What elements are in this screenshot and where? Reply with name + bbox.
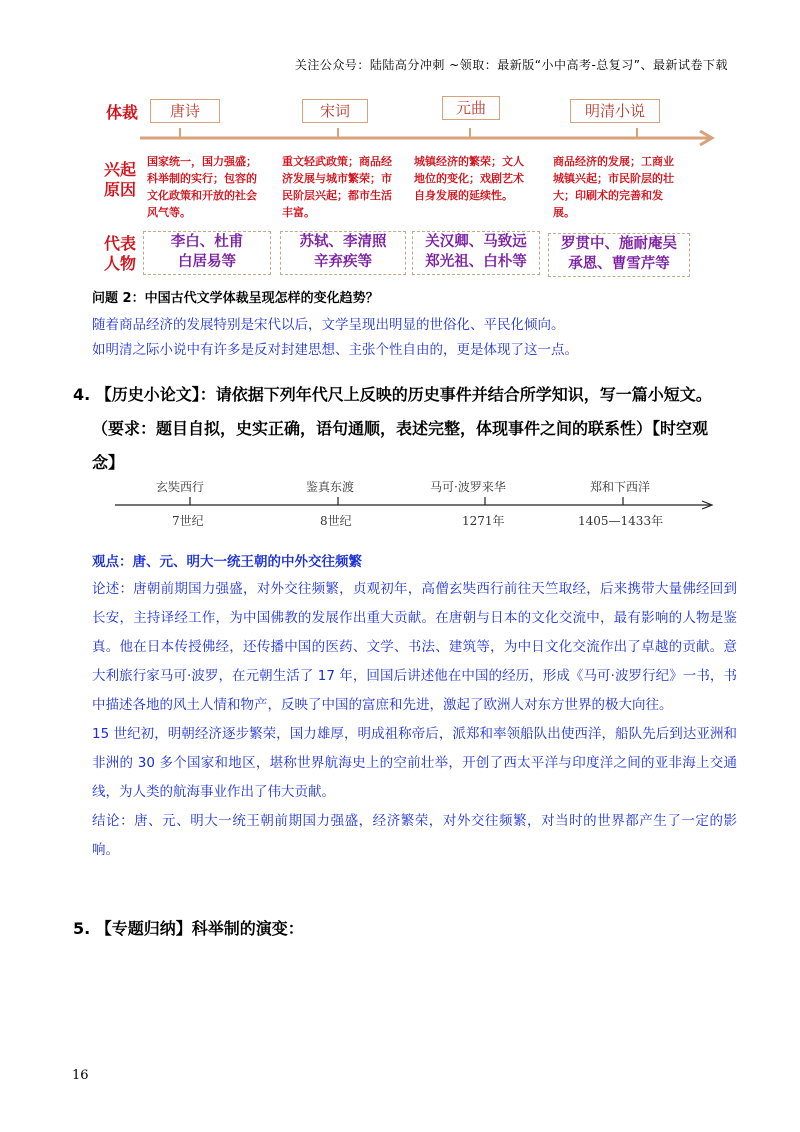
timeline-arrow	[100, 128, 725, 148]
reason-song: 重文轻武政策；商品经济发展与城市繁荣；市民阶层兴起；都市生活丰富。	[282, 155, 392, 219]
timeline-event-jianzhen: 鉴真东渡	[306, 480, 355, 494]
reason-row-label: 兴起 原因	[104, 160, 137, 199]
question-2-answer-2: 如明清之际小说中有许多是反对封建思想、主张个性自由的，更是体现了这一点。	[92, 342, 578, 358]
genre-yuan-qu: 元曲	[442, 96, 500, 120]
timeline-date-7th-century: 7世纪	[172, 514, 204, 528]
section-4-heading-line-1: 4. 【历史小论文】：请依据下列年代尺上反映的历史事件并结合所学知识，写一篇小短文。	[73, 385, 712, 404]
rep-row-label: 代表 人物	[104, 234, 137, 273]
essay-paragraph-argument: 论述：唐朝前期国力强盛，对外交往频繁，贞观初年，高僧玄奘西行前往天竺取经，后来携带大量佛经回到长安，主持译经工作，为中国佛教的发展作出重大贡献。在唐朝与日本的文化交流中，最有影响的人物是鉴真。他在日本传授佛经，还传播中国的医药、文学、书法、建筑等，为中日文化交流作出了卓越的贡献。意大利旅行家马可·波罗，在元朝生活了 17 年，回国后讲述他在中国的经历，形成《马可·波罗行纪》一书，书中描述各地的风土人情和物产，反映了中国的富庶和先进，激起了欧洲人对东方世界的极大向往。	[92, 581, 737, 713]
question-2-answer-1: 随着商品经济的发展特别是宋代以后，文学呈现出明显的世俗化、平民化倾向。	[92, 317, 565, 333]
timeline-date-1405-1433: 1405—1433年	[578, 514, 664, 528]
rep-yuan: 关汉卿、马致远 郑光祖、白朴等	[412, 231, 540, 275]
essay-body	[92, 575, 737, 865]
rep-tang: 李白、杜甫 白居易等	[143, 231, 271, 275]
reason-tang: 国家统一，国力强盛；科举制的实行；包容的文化政策和开放的社会风气等。	[147, 155, 257, 219]
question-2-title: 问题 2：中国古代文学体裁呈现怎样的变化趋势？	[92, 291, 379, 306]
reason-yuan: 城镇经济的繁荣；文人地位的变化；戏剧艺术自身发展的延续性。	[414, 155, 524, 202]
section-4-heading-line-3: 念】	[92, 453, 125, 472]
timeline-event-marco-polo: 马可·波罗来华	[430, 480, 506, 494]
genre-tang-poetry: 唐诗	[150, 99, 220, 123]
rep-song: 苏轼、李清照 辛弃疾等	[280, 231, 406, 275]
essay-paragraph-ming: 15 世纪初，明朝经济逐步繁荣，国力雄厚，明成祖称帝后，派郑和率领船队出使西洋，船队先后到达亚洲和非洲的 30 多个国家和地区，堪称世界航海史上的空前壮举，开创了西太平洋与印度洋之间的亚非海上交通线，为人类的航海事业作出了伟大贡献。	[92, 726, 737, 800]
rep-ming-qing: 罗贯中、施耐庵吴 承恩、曹雪芹等	[548, 233, 690, 277]
timeline-date-1271: 1271年	[462, 514, 505, 528]
page-header: 关注公众号：陆陆高分冲刺 ~领取：最新版“小中高考-总复习”、最新试卷下载	[294, 58, 728, 72]
page-number: 16	[72, 1068, 89, 1083]
timeline-event-xuanzang: 玄奘西行	[156, 480, 205, 494]
genre-row-label: 体裁	[106, 103, 139, 122]
section-4-heading-line-2: （要求：题目自拟，史实正确，语句通顺，表述完整，体现事件之间的联系性）【时空观	[92, 419, 709, 438]
essay-viewpoint: 观点：唐、元、明大一统王朝的中外交往频繁	[92, 554, 362, 570]
essay-paragraph-conclusion: 结论：唐、元、明大一统王朝前期国力强盛，经济繁荣，对外交往频繁，对当时的世界都产生了一定的影响。	[92, 813, 737, 858]
reason-ming-qing: 商品经济的发展；工商业城镇兴起；市民阶层的壮大；印刷术的完善和发展。	[553, 155, 674, 219]
section-5-heading: 5. 【专题归纳】科举制的演变：	[73, 919, 304, 938]
timeline-date-8th-century: 8世纪	[320, 514, 352, 528]
genre-song-ci: 宋词	[302, 99, 368, 123]
genre-ming-qing-novel: 明清小说	[570, 99, 660, 123]
timeline-event-zheng-he: 郑和下西洋	[590, 480, 651, 494]
